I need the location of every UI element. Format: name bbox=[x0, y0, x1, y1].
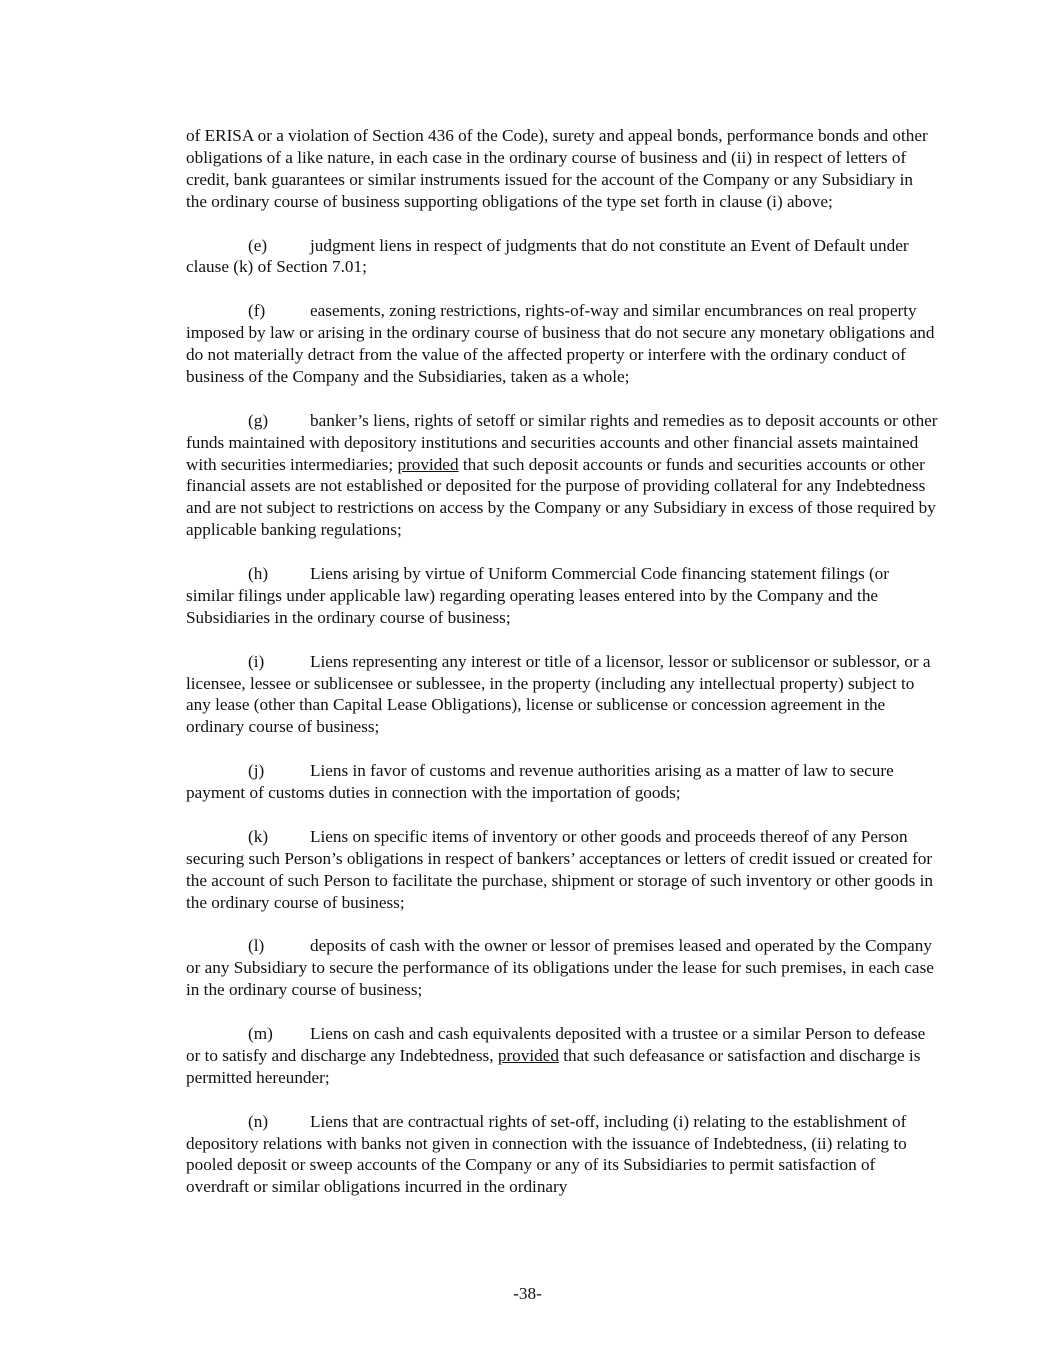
clause-i-text: Liens representing any interest or title of a licensor, lessor or sublicensor or sublessor, or a licensee, lessee or sublicensee or sublessee, in the property (including any intellectual property) subject to any lease (other than Capital Lease Obligations), license or sublicense or concession agreement in the ordinary course of business; bbox=[186, 651, 931, 737]
clause-j-label: (j) bbox=[248, 761, 265, 781]
continuation-paragraph bbox=[186, 125, 938, 213]
clause-k bbox=[186, 826, 938, 914]
clause-h-text: Liens arising by virtue of Uniform Commercial Code financing statement filings (or similar filings under applicable law) regarding operating leases entered into by the Company and the Subsidiaries in the ordinary course of business; bbox=[186, 564, 889, 627]
clause-g bbox=[186, 410, 938, 541]
document-body bbox=[186, 125, 938, 1220]
clause-m-provided: provided bbox=[497, 1045, 559, 1065]
clause-e bbox=[186, 235, 938, 279]
clause-g-label: (g) bbox=[248, 410, 269, 430]
clause-f bbox=[186, 300, 938, 388]
clause-k-label: (k) bbox=[248, 826, 269, 846]
continuation-text: of ERISA or a violation of Section 436 of the Code), surety and appeal bonds, performance bonds and other obligations of a like nature, in each case in the ordinary course of business and (ii) in respect of letters of credit, bank guarantees or similar instruments issued for the account of the Company or any Subsidiary in the ordinary course of business supporting obligations of the type set forth in clause (i) above; bbox=[186, 126, 928, 211]
clause-f-text: easements, zoning restrictions, rights-of-way and similar encumbrances on real property imposed by law or arising in the ordinary course of business that do not secure any monetary obligations and do not materially detract from the value of the affected property or interfere with the ordinary conduct of business of the Company and the Subsidiaries, taken as a whole; bbox=[186, 301, 935, 386]
page-number: -38- bbox=[513, 1284, 542, 1303]
clause-i-label: (i) bbox=[248, 651, 265, 671]
clause-l-label: (l) bbox=[248, 936, 265, 956]
clause-e-text: judgment liens in respect of judgments that do not constitute an Event of Default under clause (k) of Section 7.01; bbox=[186, 235, 909, 277]
clause-m bbox=[186, 1023, 938, 1089]
clause-f-label: (f) bbox=[248, 301, 266, 321]
clause-j-text: Liens in favor of customs and revenue authorities arising as a matter of law to secure payment of customs duties in connection with the importation of goods; bbox=[186, 761, 894, 803]
clause-n-label: (n) bbox=[248, 1111, 269, 1131]
clause-m-text-after: that such defeasance or satisfaction and discharge is permitted hereunder; bbox=[186, 1045, 921, 1087]
clause-h-label: (h) bbox=[248, 564, 269, 584]
clause-g-provided: provided bbox=[397, 454, 459, 474]
clause-g-text-after: that such deposit accounts or funds and securities accounts or other financial assets are not established or deposited for the purpose of providing collateral for any Indebtedness and are not subject to restrictions on access by the Company or any Subsidiary in excess of those required by applicable banking regulations; bbox=[186, 454, 936, 540]
clause-g-text-before: banker’s liens, rights of setoff or similar rights and remedies as to deposit accounts or other funds maintained with depository institutions and securities accounts and other financial assets maintained with securities intermediaries; bbox=[186, 410, 938, 474]
clause-n bbox=[186, 1111, 938, 1199]
clause-l bbox=[186, 935, 938, 1001]
clause-k-text: Liens on specific items of inventory or other goods and proceeds thereof of any Person securing such Person’s obligations in respect of bankers’ acceptances or letters of credit issued or created for the account of such Person to facilitate the purchase, shipment or storage of such inventory or other goods in the ordinary course of business; bbox=[186, 826, 933, 912]
clause-j bbox=[186, 760, 938, 804]
clause-m-label: (m) bbox=[248, 1024, 273, 1044]
clause-e-label: (e) bbox=[248, 235, 268, 255]
clause-n-text: Liens that are contractual rights of set-off, including (i) relating to the establishment of depository relations with banks not given in connection with the issuance of Indebtedness, (ii) relating to pooled deposit or sweep accounts of the Company or any of its Subsidiaries to permit satisfaction of overdraft or similar obligations incurred in the ordinary bbox=[186, 1111, 907, 1197]
clause-i bbox=[186, 651, 938, 739]
clause-l-text: deposits of cash with the owner or lessor of premises leased and operated by the Company or any Subsidiary to secure the performance of its obligations under the lease for such premises, in each case in the ordinary course of business; bbox=[186, 936, 934, 1000]
clause-m-text-before: Liens on cash and cash equivalents deposited with a trustee or a similar Person to defease or to satisfy and discharge any Indebtedness, bbox=[186, 1024, 926, 1065]
clause-h bbox=[186, 563, 938, 629]
